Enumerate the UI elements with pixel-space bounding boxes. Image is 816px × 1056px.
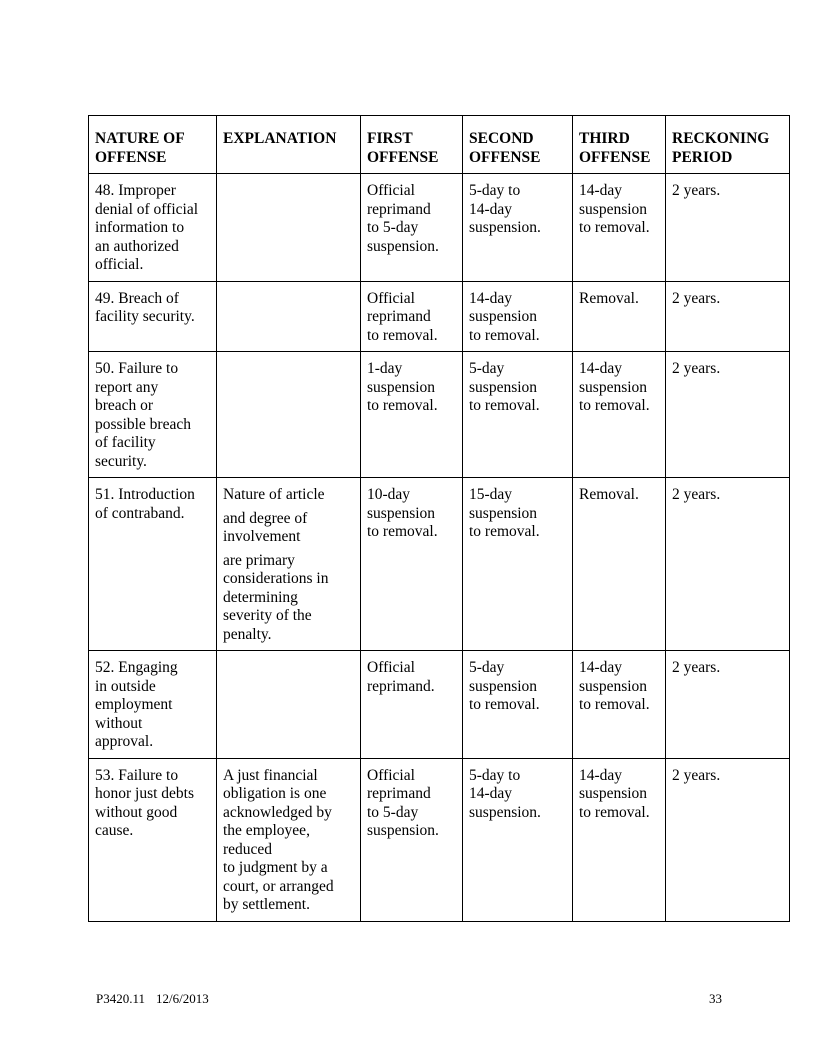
cell-paragraph <box>579 486 661 505</box>
cell-line: Official <box>367 182 415 199</box>
cell-paragraph <box>579 767 661 823</box>
cell-paragraph <box>367 659 458 696</box>
cell-paragraph <box>579 659 661 715</box>
cell-line: honor just debts <box>95 785 195 802</box>
table-cell <box>217 174 361 282</box>
cell-line: 5-day <box>469 360 505 377</box>
cell-paragraph <box>579 130 661 167</box>
table-cell <box>361 651 463 759</box>
cell-line: suspension <box>579 200 648 218</box>
cell-line: suspension <box>579 677 648 695</box>
cell-line: information to <box>95 219 185 236</box>
cell-paragraph <box>223 486 356 505</box>
offense-table-header <box>89 116 790 174</box>
cell-paragraph <box>672 767 785 786</box>
cell-line: Removal. <box>579 289 639 307</box>
cell-line: suspension <box>469 504 538 522</box>
cell-line: to judgment by a <box>223 859 328 876</box>
cell-line: THIRD <box>579 130 630 147</box>
table-cell <box>217 281 361 352</box>
cell-line: cause. <box>95 822 134 839</box>
cell-line: OFFENSE <box>95 148 167 166</box>
cell-line: suspension. <box>469 803 541 821</box>
cell-line: official. <box>95 256 144 273</box>
cell-line: reduced <box>223 840 273 858</box>
cell-line: report any <box>95 378 159 396</box>
cell-line: reprimand <box>367 308 431 325</box>
cell-paragraph <box>95 767 212 841</box>
cell-line: reprimand <box>367 200 431 218</box>
cell-line: of contraband. <box>95 504 185 522</box>
table-cell <box>573 478 666 651</box>
cell-line: suspension <box>367 504 436 522</box>
cell-line: breach or <box>95 397 154 414</box>
table-cell <box>666 651 790 759</box>
cell-paragraph <box>469 130 568 167</box>
cell-line: to removal. <box>367 397 438 414</box>
cell-paragraph <box>672 486 785 505</box>
cell-paragraph <box>367 290 458 346</box>
table-cell <box>463 651 573 759</box>
cell-line: 50. Failure to <box>95 360 179 377</box>
cell-paragraph <box>223 130 356 149</box>
cell-paragraph <box>469 290 568 346</box>
cell-line: to removal. <box>579 219 650 236</box>
table-cell <box>573 352 666 478</box>
cell-line: 48. Improper <box>95 182 176 199</box>
table-cell <box>89 352 217 478</box>
header-cell <box>573 116 666 174</box>
cell-line: and degree of <box>223 509 308 527</box>
cell-line: 2 years. <box>672 766 721 784</box>
cell-line: 2 years. <box>672 486 721 503</box>
table-cell <box>666 478 790 651</box>
cell-line: denial of official <box>95 200 199 218</box>
table-cell <box>573 281 666 352</box>
cell-line: suspension <box>469 378 538 396</box>
cell-line: are primary <box>223 551 295 569</box>
cell-line: 53. Failure to <box>95 766 179 784</box>
cell-line: to removal. <box>469 397 540 414</box>
cell-line: to removal. <box>367 326 438 344</box>
table-cell <box>666 174 790 282</box>
cell-line: employment <box>95 696 173 713</box>
footer-doc-date: 12/6/2013 <box>156 991 209 1006</box>
table-cell <box>217 758 361 921</box>
header-cell <box>666 116 790 174</box>
table-cell <box>89 281 217 352</box>
table-cell <box>666 281 790 352</box>
table-row <box>89 478 790 651</box>
cell-paragraph <box>367 182 458 256</box>
cell-line: an authorized <box>95 237 179 255</box>
table-cell <box>463 174 573 282</box>
cell-line: 49. Breach of <box>95 289 179 307</box>
cell-line: 14-day <box>469 785 513 802</box>
offense-table-body <box>89 174 790 922</box>
table-cell <box>361 281 463 352</box>
offense-table <box>88 115 790 922</box>
table-cell <box>217 352 361 478</box>
cell-line: involvement <box>223 528 301 545</box>
cell-line: to removal. <box>469 523 540 540</box>
cell-line: suspension <box>367 378 436 396</box>
header-row <box>89 116 790 174</box>
cell-line: reprimand. <box>367 677 435 695</box>
table-cell <box>666 352 790 478</box>
cell-line: 2 years. <box>672 659 721 676</box>
cell-paragraph <box>95 486 212 523</box>
cell-line: severity of the <box>223 607 312 624</box>
cell-line: penalty. <box>223 625 272 643</box>
cell-line: 14-day <box>579 182 623 199</box>
table-cell <box>573 651 666 759</box>
cell-line: suspension <box>469 677 538 695</box>
cell-line: to removal. <box>579 803 650 821</box>
cell-paragraph <box>672 360 785 379</box>
header-cell <box>217 116 361 174</box>
table-cell <box>361 352 463 478</box>
cell-line: court, or arranged <box>223 877 334 895</box>
cell-line: 5-day to <box>469 766 521 784</box>
cell-line: 52. Engaging <box>95 659 178 676</box>
cell-paragraph <box>367 486 458 542</box>
cell-line: NATURE OF <box>95 130 185 147</box>
table-cell <box>463 478 573 651</box>
cell-line: OFFENSE <box>579 148 651 166</box>
cell-line: considerations in <box>223 570 329 587</box>
cell-line: without <box>95 714 143 732</box>
cell-line: 2 years. <box>672 182 721 199</box>
table-row <box>89 758 790 921</box>
cell-paragraph <box>367 130 458 167</box>
cell-line: Nature of article <box>223 486 325 503</box>
cell-paragraph <box>95 290 212 327</box>
cell-line: to removal. <box>579 696 650 713</box>
table-cell <box>361 758 463 921</box>
cell-paragraph <box>367 360 458 416</box>
cell-line: Official <box>367 766 415 784</box>
cell-line: suspension. <box>469 219 541 236</box>
cell-line: to removal. <box>469 326 540 344</box>
cell-paragraph <box>579 182 661 238</box>
cell-line: suspension <box>469 308 538 325</box>
cell-paragraph <box>223 552 356 645</box>
cell-line: approval. <box>95 733 154 750</box>
footer-doc-number: P3420.11 <box>96 991 145 1006</box>
cell-line: 5-day <box>469 659 505 676</box>
table-cell <box>573 174 666 282</box>
table-cell <box>573 758 666 921</box>
cell-line: 2 years. <box>672 360 721 377</box>
cell-paragraph <box>672 290 785 309</box>
cell-line: Removal. <box>579 486 639 503</box>
cell-paragraph <box>95 360 212 471</box>
cell-line: the employee, <box>223 822 310 839</box>
cell-line: 2 years. <box>672 289 721 307</box>
cell-line: facility security. <box>95 308 195 325</box>
table-cell <box>89 478 217 651</box>
cell-paragraph <box>672 659 785 678</box>
cell-line: possible breach <box>95 415 191 433</box>
cell-line: to removal. <box>469 696 540 713</box>
cell-line: obligation is one <box>223 785 327 802</box>
table-cell <box>217 651 361 759</box>
footer-page-number: 33 <box>709 991 722 1006</box>
header-cell <box>89 116 217 174</box>
cell-paragraph <box>672 130 785 167</box>
table-cell <box>89 174 217 282</box>
cell-paragraph <box>672 182 785 201</box>
table-cell <box>361 174 463 282</box>
cell-line: Official <box>367 289 415 307</box>
cell-paragraph <box>367 767 458 841</box>
table-row <box>89 281 790 352</box>
cell-line: 15-day <box>469 486 513 503</box>
cell-line: to 5-day <box>367 219 419 236</box>
table-cell <box>89 758 217 921</box>
table-cell <box>217 478 361 651</box>
cell-paragraph <box>95 130 212 167</box>
cell-line: to 5-day <box>367 803 419 821</box>
cell-line: to removal. <box>579 397 650 414</box>
cell-line: suspension <box>579 785 648 802</box>
cell-line: 51. Introduction <box>95 486 195 503</box>
cell-line: OFFENSE <box>367 148 439 166</box>
table-cell <box>666 758 790 921</box>
cell-line: 14-day <box>469 289 513 307</box>
cell-paragraph <box>223 767 356 915</box>
cell-line: 14-day <box>579 766 623 784</box>
table-cell <box>463 352 573 478</box>
cell-paragraph <box>469 360 568 416</box>
cell-line: suspension. <box>367 237 439 255</box>
cell-paragraph <box>95 659 212 752</box>
cell-paragraph <box>579 290 661 309</box>
cell-line: suspension. <box>367 822 439 839</box>
table-cell <box>361 478 463 651</box>
cell-line: A just financial <box>223 766 318 784</box>
table-row <box>89 174 790 282</box>
cell-line: EXPLANATION <box>223 130 337 147</box>
cell-paragraph <box>95 182 212 275</box>
table-row <box>89 651 790 759</box>
cell-paragraph <box>579 360 661 416</box>
cell-line: 5-day to <box>469 182 521 199</box>
cell-paragraph <box>469 182 568 238</box>
cell-line: PERIOD <box>672 148 733 166</box>
footer-document-info <box>96 991 209 1006</box>
cell-line: OFFENSE <box>469 148 541 166</box>
cell-line: FIRST <box>367 130 413 147</box>
cell-line: acknowledged by <box>223 803 332 821</box>
table-row <box>89 352 790 478</box>
cell-line: without good <box>95 803 178 821</box>
cell-line: security. <box>95 452 147 470</box>
cell-line: determining <box>223 588 298 606</box>
table-cell <box>463 281 573 352</box>
cell-line: SECOND <box>469 130 534 147</box>
cell-line: 14-day <box>469 200 513 218</box>
table-cell <box>463 758 573 921</box>
cell-line: RECKONING <box>672 130 770 147</box>
cell-line: 14-day <box>579 360 623 377</box>
cell-paragraph <box>469 486 568 542</box>
cell-line: 1-day <box>367 360 403 377</box>
header-cell <box>463 116 573 174</box>
cell-line: by settlement. <box>223 896 310 913</box>
cell-line: of facility <box>95 434 156 451</box>
cell-paragraph <box>469 659 568 715</box>
cell-paragraph <box>469 767 568 823</box>
cell-line: Official <box>367 659 415 676</box>
cell-line: suspension <box>579 378 648 396</box>
cell-line: in outside <box>95 677 156 695</box>
cell-line: reprimand <box>367 785 431 802</box>
cell-paragraph <box>223 510 356 547</box>
cell-line: to removal. <box>367 523 438 540</box>
table-cell <box>89 651 217 759</box>
cell-line: 14-day <box>579 659 623 676</box>
cell-line: 10-day <box>367 486 411 503</box>
header-cell <box>361 116 463 174</box>
